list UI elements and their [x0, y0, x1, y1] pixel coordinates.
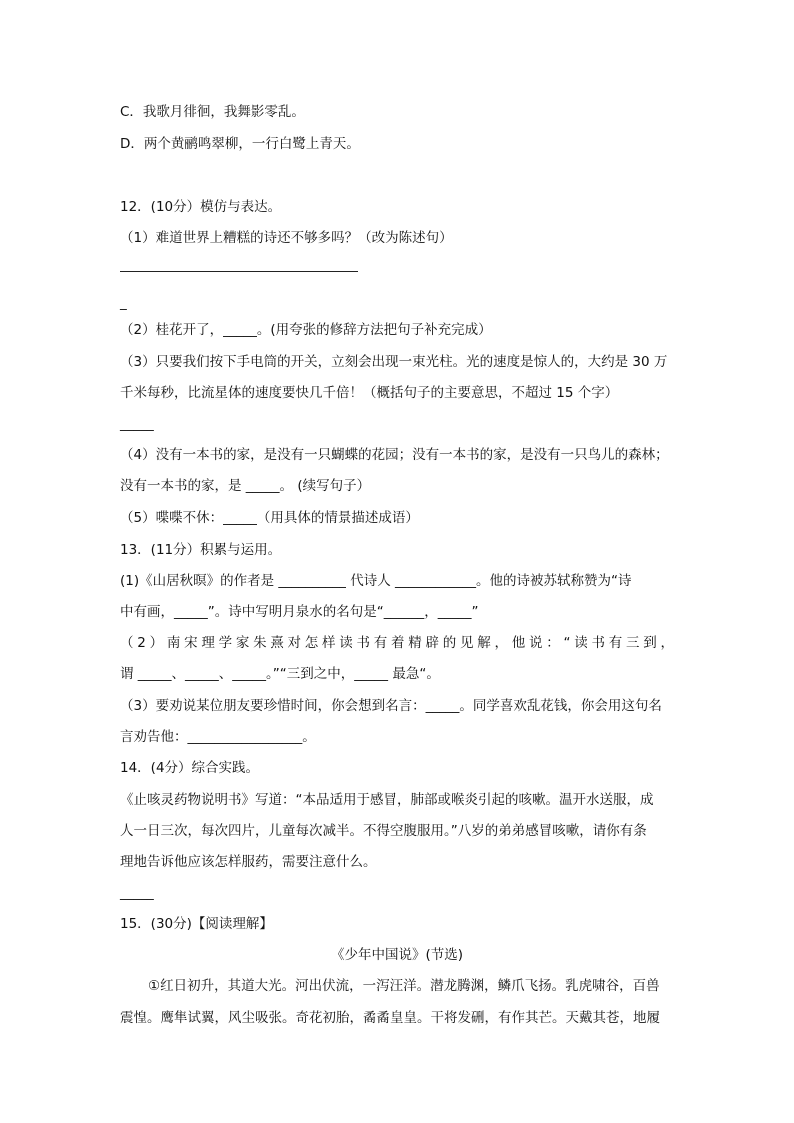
- question-14-line3: 理地告诉他应该怎样服药，需要注意什么。: [120, 854, 377, 870]
- question-14-heading: 14．(4分）综合实践。: [120, 760, 260, 776]
- question-12-4-line1: （4）没有一本书的家，是没有一只蝴蝶的花园；没有一本书的家，是没有一只鸟儿的森林；: [120, 447, 669, 463]
- passage-title: 《少年中国说》(节选): [330, 947, 464, 963]
- question-12-1: （1）难道世界上糟糕的诗还不够多吗？（改为陈述句）: [120, 230, 453, 246]
- question-13-1-line2: 中有画，_____”。诗中写明月泉水的名句是“______，_____”: [120, 604, 479, 620]
- question-12-heading: 12．(10分）模仿与表达。: [120, 199, 282, 215]
- question-13-heading: 13．(11分）积累与运用。: [120, 542, 282, 558]
- passage-paragraph-line2: 震惶。鹰隼试翼，风尘吸张。奇花初胎，矞矞皇皇。干将发硎，有作其芒。天戴其苍，地履: [120, 1010, 660, 1026]
- question-13-3-line1: （3）要劝说某位朋友要珍惜时间，你会想到名言：_____。同学喜欢乱花钱，你会用这句名: [120, 698, 662, 714]
- answer-dash: _: [120, 295, 127, 311]
- question-13-1-line1: (1)《山居秋暝》的作者是 __________ 代诗人 ____________。他的诗被苏轼称赞为“诗: [120, 573, 632, 589]
- question-12-2: （2）桂花开了，_____。(用夸张的修辞方法把句子补充完成）: [120, 322, 492, 338]
- question-13-3-line2: 言劝告他：_________________。: [120, 729, 316, 745]
- question-14-line1: 《止咳灵药物说明书》写道：“本品适用于感冒，肺部或喉炎引起的咳嗽。温开水送服，成: [120, 792, 654, 808]
- question-13-2-line2: 谓 _____、_____、_____。”“三到之中，_____ 最急“。: [120, 666, 440, 682]
- question-12-3-line2: 千米每秒，比流星体的速度要快几千倍！（概括句子的主要意思，不超过 15 个字）: [120, 385, 619, 401]
- passage-paragraph-line1: ①红日初升，其道大光。河出伏流，一泻汪洋。潜龙腾渊，鳞爪飞扬。乳虎啸谷，百兽: [148, 978, 660, 994]
- question-13-2-line1: （2）南宋理学家朱熹对怎样读书有着精辟的见解，他说：“读书有三到，: [120, 635, 674, 651]
- question-12-3-line1: （3）只要我们按下手电筒的开关，立刻会出现一束光柱。光的速度是惊人的，大约是 30 万: [120, 354, 668, 370]
- answer-line: [120, 271, 358, 272]
- option-c: C．我歌月徘徊，我舞影零乱。: [120, 104, 305, 120]
- question-12-4-line2: 没有一本书的家，是 _____。 (续写句子）: [120, 478, 371, 494]
- option-d: D．两个黄鹂鸣翠柳，一行白鹭上青天。: [120, 136, 360, 152]
- question-12-5: （5）喋喋不休：_____（用具体的情景描述成语）: [120, 510, 419, 526]
- question-14-line2: 人一日三次，每次四片，儿童每次减半。不得空腹服用。”八岁的弟弟感冒咳嗽，请你有条: [120, 823, 647, 839]
- answer-blank: _____: [120, 416, 154, 432]
- question-15-heading: 15．(30分)【阅读理解】: [120, 916, 273, 932]
- answer-blank: _____: [120, 885, 154, 901]
